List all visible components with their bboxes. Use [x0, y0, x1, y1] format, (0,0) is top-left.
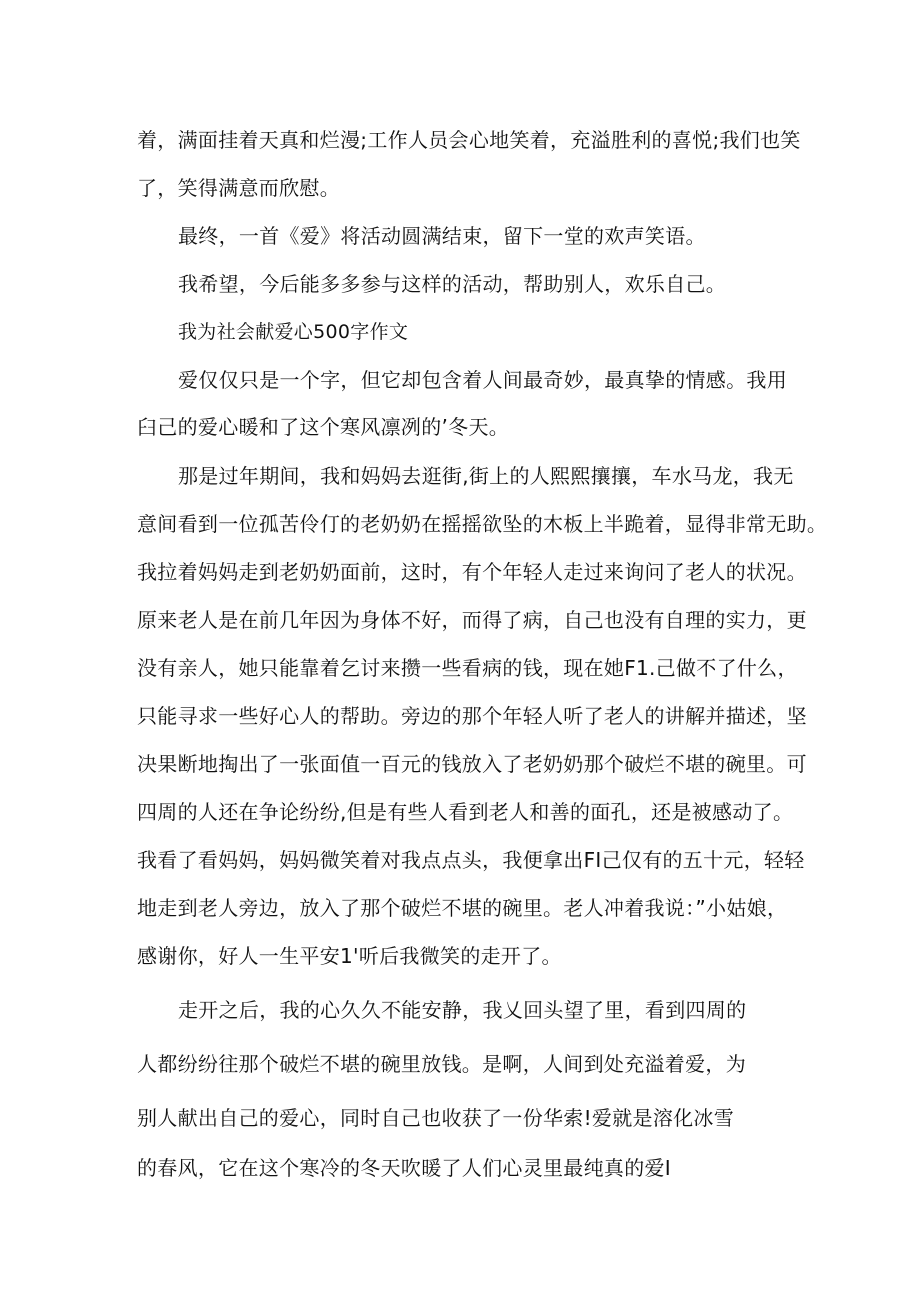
- paragraph-line-10: 我拉着妈妈走到老奶奶面前，这时，有个年轻人走过来询问了老人的状况。: [137, 560, 807, 584]
- paragraph-line-19: 走开之后，我的心久久不能安静，我乂回头望了里，看到四周的: [178, 998, 747, 1022]
- paragraph-line-7: 臼己的爱心暖和了这个寒风凛冽的’冬天。: [137, 415, 510, 439]
- paragraph-line-22: 的春风，它在这个寒冷的冬天吹暖了人们心灵里最纯真的爱I: [137, 1156, 671, 1180]
- paragraph-line-14: 决果断地掏出了一张面值一百元的钱放入了老奶奶那个破烂不堪的碗里。可: [137, 752, 807, 776]
- paragraph-line-9: 意间看到一位孤苦伶仃的老奶奶在摇摇欲坠的木板上半跪着，显得非常无助。: [137, 512, 828, 536]
- paragraph-line-4: 我希望，今后能多多参与这样的活动，帮助别人，欢乐自己。: [178, 272, 727, 296]
- paragraph-line-15: 四周的人还在争论纷纷,但是有些人看到老人和善的面孔，还是被感动了。: [137, 800, 794, 824]
- essay-title: 我为社会献爱心500字作文: [178, 321, 409, 343]
- paragraph-line-11: 原来老人是在前几年因为身体不好，而得了病，自己也没有自理的实力，更: [137, 608, 807, 632]
- paragraph-line-8: 那是过年期间，我和妈妈去逛街,街上的人熙熙攘攘，车水马龙，我无: [178, 464, 794, 488]
- paragraph-line-13: 只能寻求一些好心人的帮助。旁边的那个年轻人听了老人的讲解并描述，坚: [137, 704, 807, 728]
- paragraph-line-18: 感谢你，好人一生平安1'听后我微笑的走开了。: [137, 944, 562, 968]
- paragraph-line-3: 最终，一首《爱》将活动圆满结束，留下一堂的欢声笑语。: [178, 224, 706, 248]
- paragraph-line-16: 我看了看妈妈，妈妈微笑着对我点点头，我便拿出FI己仅有的五十元，轻轻: [137, 848, 805, 872]
- paragraph-line-20: 人都纷纷往那个破烂不堪的碗里放钱。是啊，人间到处充溢着爱，为: [137, 1052, 746, 1076]
- paragraph-line-17: 地走到老人旁边，放入了那个破烂不堪的碗里。老人冲着我说：”小姑娘，: [137, 896, 788, 920]
- paragraph-line-12: 没有亲人，她只能靠着乞讨来攒一些看病的钱，现在她F1.己做不了什么，: [137, 656, 798, 680]
- paragraph-line-1: 着，满面挂着天真和烂漫;工作人员会心地笑着，充溢胜利的喜悦;我们也笑: [137, 128, 801, 152]
- paragraph-line-21: 别人献出自己的爱心，同时自己也收获了一份华索!爱就是溶化冰雪: [137, 1106, 735, 1130]
- paragraph-line-2: 了，笑得满意而欣慰。: [137, 176, 340, 200]
- paragraph-line-6: 爱仅仅只是一个字，但它却包含着人间最奇妙，最真挚的情感。我用: [178, 368, 787, 392]
